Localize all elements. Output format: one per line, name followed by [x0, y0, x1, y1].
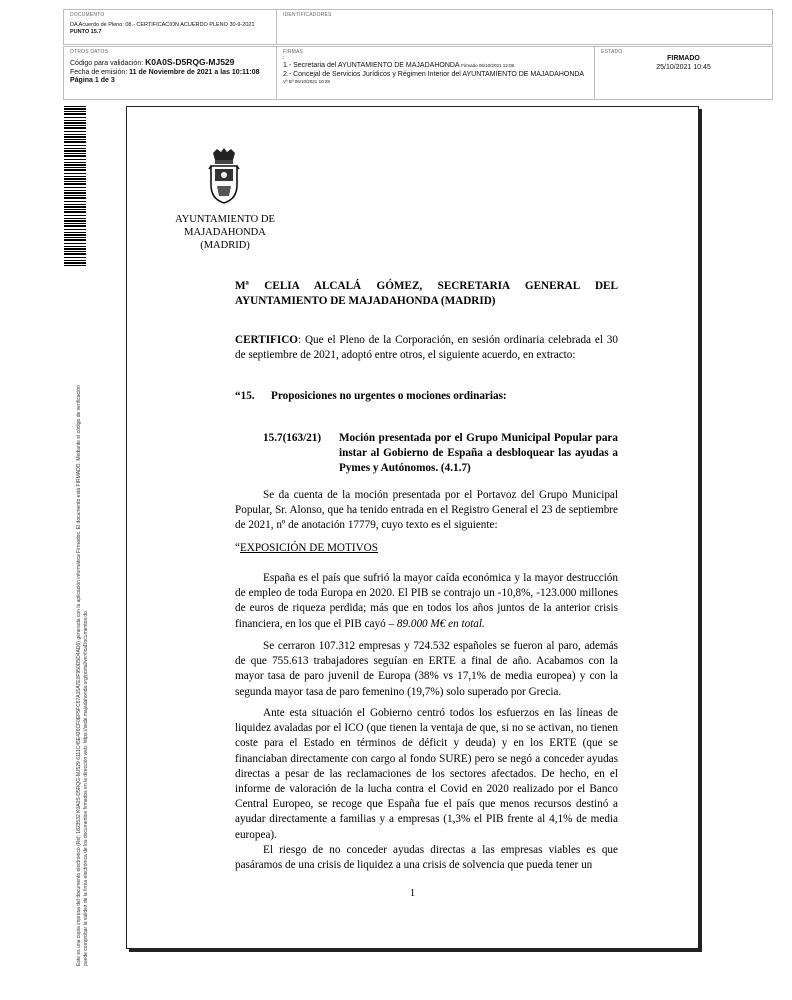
- firma-2-note: Vº Bº 06/10/2021 10:28: [283, 79, 330, 84]
- point-number: “15.: [235, 390, 255, 402]
- firma-2: 2.- Concejal de Servicios Jurídicos y Régimen Interior del AYUNTAMIENTO DE MAJADAHONDA: [283, 70, 585, 78]
- firma-separator: :: [283, 55, 285, 61]
- certifico-label: CERTIFICO: [235, 334, 299, 346]
- identificadores-cell: [277, 10, 772, 44]
- firmas-label: FIRMAS: [283, 49, 304, 55]
- exposicion-heading: [235, 541, 618, 556]
- exposicion-quote: “: [235, 542, 240, 554]
- fecha-prefix: Fecha de emisión:: [70, 68, 130, 76]
- fecha-emision: [70, 69, 270, 78]
- barcode-image: [64, 106, 86, 266]
- paragraph-1-text: España es el país que sufrió la mayor caída económica y la mayor destrucción de empleo de toda Europa en 2020. El PIB se contrajo un -10,8%, -123.000 millones de euros de riqueza perdida; más que en todos los años juntos de la anterior crisis financiera, en los que el PIB cayó: [235, 572, 618, 630]
- municipality-line2: MAJADAHONDA: [184, 227, 266, 238]
- documento-line1: DA Acuerdo de Pleno: 08.- CERTIFICACION ACUERDO PLENO 30-9-2021: [70, 22, 255, 28]
- point-heading: [235, 389, 618, 404]
- otros-datos-label: OTROS DATOS: [70, 49, 109, 55]
- identificadores-label: IDENTIFICADORES: [283, 12, 332, 18]
- side-text-line2[interactable]: puede comprobar la validez de la firma electrónica de los documentos firmados en la dirección web: https://sede.majadahonda.org/portal/verificaDocumentos.do: [82, 611, 89, 966]
- paragraph-2: Se cerraron 107.312 empresas y 724.532 españoles se fueron al paro, además de que 755.613 trabajadores seguían en ERTE a final de año. Acabamos con la mayor tasa de paro juvenil de Europa (38% vs 17,1% de media europea) y con la segunda mayor tasa de paro femenino (19,7%) solo superado por Grecia.: [235, 640, 618, 698]
- firma-1-text: 1.- Secretaria del AYUNTAMIENTO DE MAJADAHONDA: [283, 62, 460, 69]
- firmas-cell: [277, 47, 595, 99]
- document-page: [126, 106, 699, 949]
- exposicion-title: EXPOSICIÓN DE MOTIVOS: [239, 542, 378, 554]
- side-text-line1: Este es una copia impresa del documento electrónico (Ref: 1823532 K0A0S-D5RQG-MJ529 6111C45E426CF0EF5FC67A15A7E0F950D5D4AD6) generada con la aplicación informática Firmadoc. El documento está FIRMADO. Mediante el código de verificación: [76, 385, 82, 966]
- intro-paragraph: Se da cuenta de la moción presentada por el Portavoz del Grupo Municipal Popular, Sr. Alonso, que ha tenido entrada en el Registro General el 23 de septiembre de 2021, nº de anotación 17779, cuyo texto es el siguiente:: [235, 489, 618, 532]
- municipality-line1: AYUNTAMIENTO DE: [175, 214, 275, 225]
- certifico-text: : Que el Pleno de la Corporación, en sesión ordinaria celebrada el 30 de septiembre de 2021, adoptó entre otros, el siguiente acuerdo, en extracto:: [235, 334, 618, 362]
- point-title: Proposiciones no urgentes o mociones ordinarias:: [271, 390, 507, 402]
- motion-title: Moción presentada por el Grupo Municipal Popular para instar al Gobierno de España a desbloquear las ayudas a Pymes y Autónomos. (4.1.7): [339, 432, 618, 475]
- motion-heading: [263, 431, 618, 477]
- certificate-heading: Mª CELIA ALCALÁ GÓMEZ, SECRETARIA GENERAL DEL AYUNTAMIENTO DE MAJADAHONDA (MADRID): [235, 280, 618, 308]
- header-row-validation: [63, 46, 773, 100]
- paragraph-4: El riesgo de no conceder ayudas directas a las empresas viables es que pasáramos de una crisis de liquidez a una crisis de solvencia que pueda tener un: [235, 844, 618, 872]
- certifico-paragraph: [235, 333, 618, 363]
- otros-datos-cell: [64, 47, 277, 99]
- estado-cell: [595, 47, 772, 99]
- estado-value: FIRMADO: [667, 55, 700, 62]
- documento-line2: PUNTO 15.7: [70, 29, 102, 35]
- paragraph-1: [235, 571, 618, 632]
- pagina-indicator: Página 1 de 3: [70, 77, 115, 84]
- paragraph-3: Ante esta situación el Gobierno centró todos los esfuerzos en las líneas de liquidez avaladas por el ICO (que tienen la ventaja de que, si no se activan, no tienen coste para el Estado en términos de déficit y deuda) y en los ERTE (que se financiaban directamente con cargo al fondo SURE) pero se negó a conceder ayudas directas a pesar de las reclamaciones de los sectores afectados. De hecho, en el informe de valoración de la lucha contra el Covid en 2020 realizado por el Banco Central Europeo, se recoge que España fue el país que menos recursos destinó a ayudar directamente a familias y a empresas (1,3% el PIB frente al 4,1% de media europea).: [235, 707, 618, 841]
- side-verification-text: [76, 266, 89, 966]
- codigo-validacion: [70, 58, 270, 69]
- municipality-line3: (MADRID): [200, 240, 250, 251]
- motion-number: 15.7(163/21): [263, 432, 322, 444]
- municipality-name: [161, 213, 289, 252]
- page-number: 1: [409, 887, 416, 899]
- documento-label: DOCUMENTO: [70, 12, 105, 18]
- estado-fecha: 25/10/2021 10:45: [656, 63, 711, 71]
- coat-of-arms-icon: [207, 147, 241, 205]
- paragraph-1-italic: – 89.000 M€ en total.: [388, 617, 485, 630]
- firma-1: [283, 62, 588, 71]
- header-row-document: [63, 9, 773, 45]
- codigo-prefix: Código para validación:: [70, 60, 146, 67]
- fecha-value: 11 de Noviembre de 2021 a las 10:11:08: [129, 68, 260, 76]
- codigo-value[interactable]: K0A0S-D5RQG-MJ529: [145, 57, 235, 67]
- firma-1-note: Firmado 06/10/2021 12:08: [461, 63, 514, 68]
- estado-label: ESTADO: [601, 49, 623, 55]
- documento-cell: [64, 10, 277, 44]
